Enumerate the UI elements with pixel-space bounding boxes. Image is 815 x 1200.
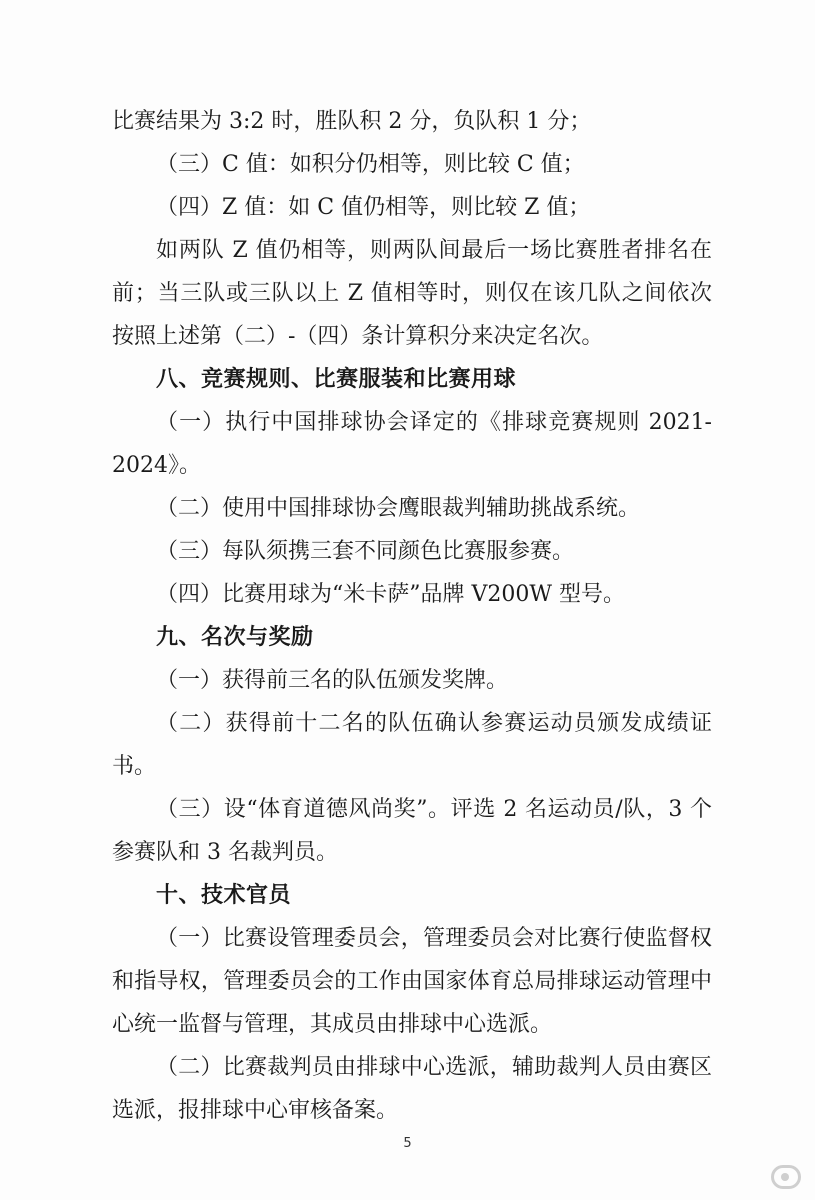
heading-section-8: 八、竞赛规则、比赛服装和比赛用球 — [156, 367, 517, 392]
paragraph-hawkeye: （二）使用中国排球协会鹰眼裁判辅助挑战系统。 — [156, 496, 641, 521]
paragraph-committee: （一）比赛设管理委员会，管理委员会对比赛行使监督权和指导权，管理委员会的工作由国家体育总局排球运动管理中心统一监督与管理，其成员由排球中心选派。 — [112, 926, 712, 1037]
paragraph-tiebreak: 如两队 Z 值仍相等，则两队间最后一场比赛胜者排名在前；当三队或三队以上 Z 值相等时，则仅在该几队之间依次按照上述第（二）-（四）条计算积分来决定名次。 — [112, 238, 712, 349]
weibo-logo-icon — [771, 1165, 801, 1189]
paragraph-c-value: （三）C 值：如积分仍相等，则比较 C 值； — [156, 152, 585, 177]
paragraph-uniforms: （三）每队须携三套不同颜色比赛服参赛。 — [156, 539, 575, 564]
paragraph-sportsmanship: （三）设“体育道德风尚奖”。评选 2 名运动员/队，3 个参赛队和 3 名裁判员。 — [112, 797, 712, 865]
page-number: 5 — [403, 1136, 412, 1151]
paragraph-certificates: （二）获得前十二名的队伍确认参赛运动员颁发成绩证书。 — [112, 711, 712, 779]
paragraph-z-value: （四）Z 值：如 C 值仍相等，则比较 Z 值； — [156, 195, 591, 220]
document-body — [112, 100, 712, 1132]
heading-section-9: 九、名次与奖励 — [156, 625, 314, 650]
paragraph-referees: （二）比赛裁判员由排球中心选派，辅助裁判人员由赛区选派，报排球中心审核备案。 — [112, 1055, 712, 1123]
heading-section-10: 十、技术官员 — [156, 883, 292, 908]
paragraph-medals: （一）获得前三名的队伍颁发奖牌。 — [156, 668, 509, 693]
watermark — [771, 1160, 801, 1194]
paragraph-rules: （一）执行中国排球协会译定的《排球竞赛规则 2021-2024》。 — [112, 410, 712, 478]
paragraph-ball: （四）比赛用球为“米卡萨”品牌 V200W 型号。 — [156, 582, 625, 607]
paragraph-score-3-2: 比赛结果为 3:2 时，胜队积 2 分，负队积 1 分； — [112, 109, 592, 134]
